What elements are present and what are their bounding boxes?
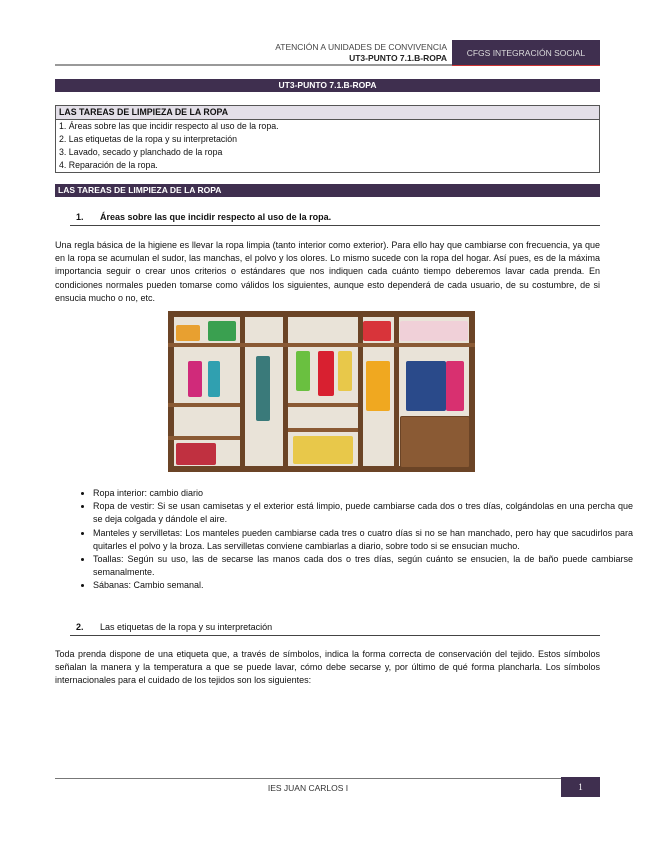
list-item: • Toallas: Según su uso, las de secarse las manos cada dos o tres días, según cuánto se ensucien, la de baño puede cambiarse semanalmente.: [93, 553, 633, 579]
toc-item: 2. Las etiquetas de la ropa y su interpretación: [59, 134, 238, 144]
toc-heading: LAS TAREAS DE LIMPIEZA DE LA ROPA: [56, 106, 599, 120]
header-text: [275, 42, 447, 64]
header-line2: UT3-PUNTO 7.1.B-ROPA: [349, 53, 447, 63]
toc-item: 3. Lavado, secado y planchado de la ropa: [59, 147, 223, 157]
title-bar: UT3-PUNTO 7.1.B-ROPA: [55, 79, 600, 92]
page-number: 1: [561, 777, 600, 797]
toc-table: [55, 105, 600, 173]
wardrobe-illustration: [168, 311, 475, 472]
section-bar: LAS TAREAS DE LIMPIEZA DE LA ROPA: [55, 184, 600, 197]
subsection-heading-1: [70, 212, 600, 226]
toc-item: 1. Áreas sobre las que incidir respecto al uso de la ropa.: [59, 121, 279, 131]
header-divider: [55, 64, 452, 66]
list-item: • Ropa interior: cambio diario: [93, 487, 633, 500]
subsection-title: Las etiquetas de la ropa y su interpretación: [100, 622, 273, 632]
subsection-heading-2: [70, 622, 600, 636]
paragraph-1: Una regla básica de la higiene es llevar la ropa limpia (tanto interior como exterior). Para ello hay que cambiarse con frecuencia, ya que en la ropa se acumulan el sudor, las manchas, el polvo y los olores. Lo mismo sucede con la ropa del hogar. Así pues, es de la máxima importancia seguir o crear unos criterios o estándares que nos indiquen cada cuánto tiempo deberemos lavar cada prenda. En condiciones normales pueden tomarse como válidos los siguientes, aunque esto dependerá de cada usuario, de su costumbre, de si ensucia mucho o no, etc.: [55, 240, 600, 303]
paragraph-2: Toda prenda dispone de una etiqueta que, a través de símbolos, indica la forma correcta de conservación del tejido. Estos símbolos señalan la manera y la temperatura a que se puede lavar, cómo debe secarse y, por último de qué forma plancharla. Los símbolos internacionales para el cuidado de los tejidos son los siguientes:: [55, 649, 600, 686]
list-item: • Manteles y servilletas: Los manteles pueden cambiarse cada tres o cuatro días si no se han manchado, pero hay que sacudirlos para quitarles el polvo y la broza. Las servilletas conviene cambiarlas a diario, sobre todo si se ensucian mucho.: [93, 527, 633, 553]
toc-item: 4. Reparación de la ropa.: [59, 160, 158, 170]
bullet-list: [60, 487, 633, 593]
header-line1: ATENCIÓN A UNIDADES DE CONVIVENCIA: [275, 42, 447, 52]
subsection-title: Áreas sobre las que incidir respecto al uso de la ropa.: [100, 212, 332, 222]
list-item: • Sábanas: Cambio semanal.: [93, 579, 633, 592]
subsection-number: 1.: [76, 212, 84, 222]
header-box: CFGS INTEGRACIÓN SOCIAL: [452, 40, 600, 66]
list-item: • Ropa de vestir: Si se usan camisetas y el exterior está limpio, puede cambiarse cada dos o tres días, colgándolas en una percha que se deja colgada y dándole el aire.: [93, 500, 633, 526]
footer-school: IES JUAN CARLOS I: [267, 783, 349, 793]
footer-divider: [55, 778, 561, 779]
subsection-number: 2.: [76, 622, 84, 632]
